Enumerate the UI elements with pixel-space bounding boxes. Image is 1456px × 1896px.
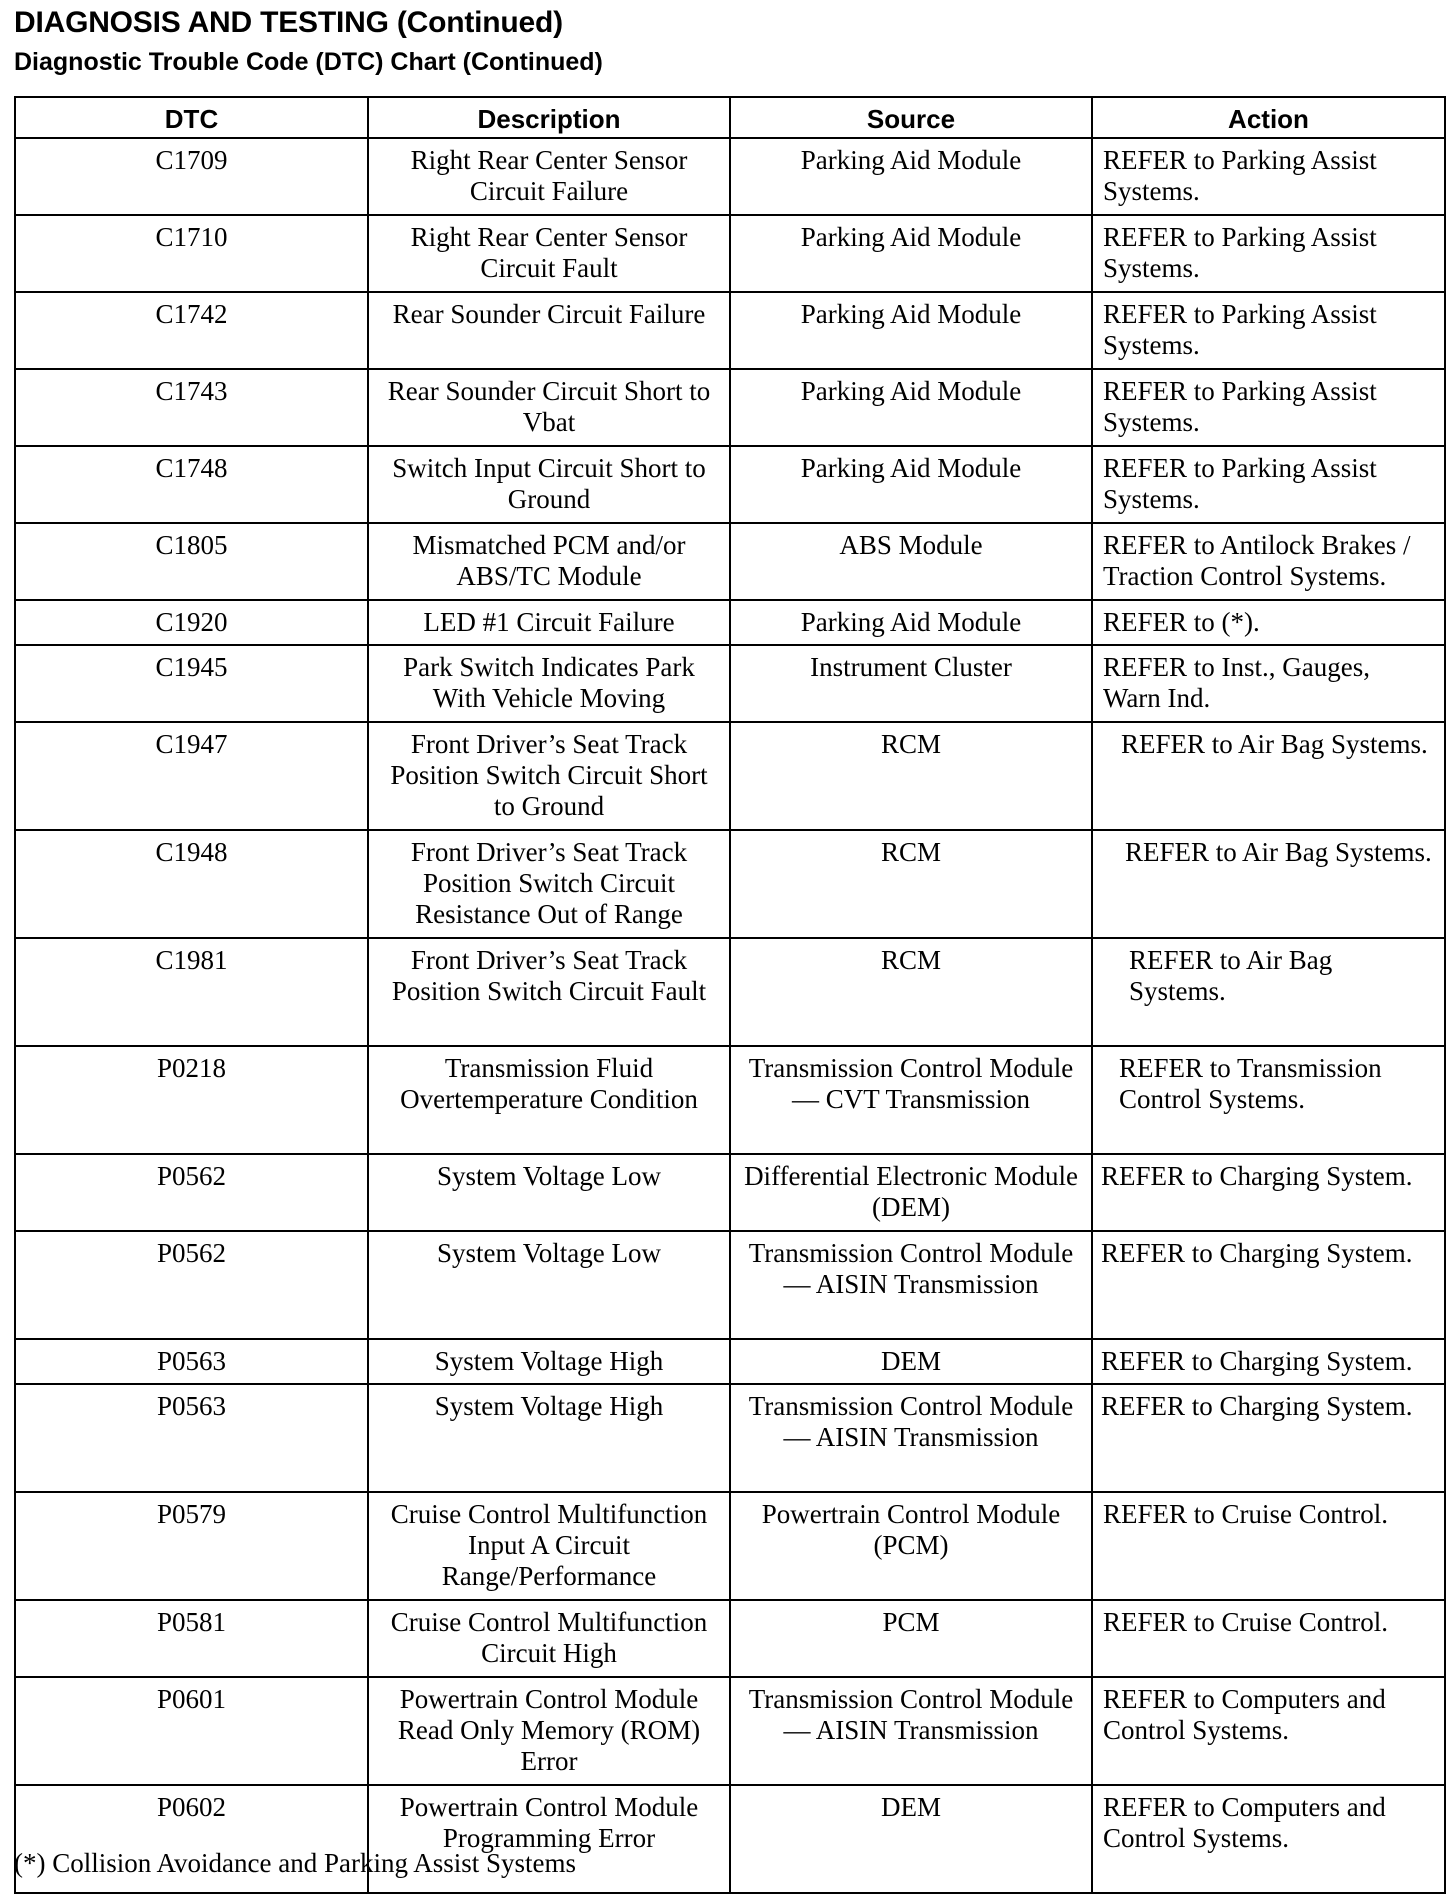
dtc-table (14, 96, 1446, 1894)
dtc-code: P0601 (15, 1677, 368, 1785)
dtc-description: Powertrain Control Module Read Only Memory (ROM) Error (368, 1677, 730, 1785)
dtc-source: Parking Aid Module (730, 138, 1092, 215)
dtc-source: Parking Aid Module (730, 446, 1092, 523)
table-header-row (15, 97, 1445, 138)
dtc-action: REFER to Antilock Brakes / Traction Control Systems. (1092, 523, 1445, 600)
dtc-action: REFER to (*). (1092, 600, 1445, 645)
dtc-code: C1748 (15, 446, 368, 523)
dtc-description: Cruise Control Multifunction Input A Circuit Range/Performance (368, 1492, 730, 1600)
dtc-code: P0562 (15, 1231, 368, 1339)
dtc-code: P0218 (15, 1046, 368, 1154)
dtc-code: P0579 (15, 1492, 368, 1600)
dtc-source: Parking Aid Module (730, 600, 1092, 645)
footnote: (*) Collision Avoidance and Parking Assist Systems (14, 1848, 576, 1878)
dtc-code: C1709 (15, 138, 368, 215)
table-row (15, 292, 1445, 369)
dtc-code: C1945 (15, 645, 368, 722)
header-source: Source (730, 97, 1092, 138)
dtc-action: REFER to Charging System. (1092, 1154, 1445, 1231)
dtc-code: P0602 (15, 1785, 368, 1893)
table-row (15, 369, 1445, 446)
dtc-description: Powertrain Control Module Programming Error (368, 1785, 730, 1893)
table-row (15, 1046, 1445, 1154)
dtc-code: C1981 (15, 938, 368, 1046)
dtc-action: REFER to Air Bag Systems. (1092, 938, 1445, 1046)
dtc-description: System Voltage Low (368, 1231, 730, 1339)
dtc-description: Front Driver’s Seat Track Position Switch Circuit Short to Ground (368, 722, 730, 830)
dtc-code: C1948 (15, 830, 368, 938)
dtc-source: Transmission Control Module — AISIN Transmission (730, 1384, 1092, 1492)
dtc-code: C1742 (15, 292, 368, 369)
dtc-action: REFER to Parking Assist Systems. (1092, 369, 1445, 446)
dtc-action: REFER to Charging System. (1092, 1384, 1445, 1492)
dtc-description: Rear Sounder Circuit Failure (368, 292, 730, 369)
dtc-code: P0562 (15, 1154, 368, 1231)
dtc-action: REFER to Charging System. (1092, 1231, 1445, 1339)
dtc-source: DEM (730, 1339, 1092, 1384)
dtc-description: LED #1 Circuit Failure (368, 600, 730, 645)
dtc-description: System Voltage High (368, 1384, 730, 1492)
dtc-action: REFER to Parking Assist Systems. (1092, 292, 1445, 369)
dtc-description: System Voltage Low (368, 1154, 730, 1231)
table-row (15, 938, 1445, 1046)
dtc-description: Right Rear Center Sensor Circuit Fault (368, 215, 730, 292)
table-row (15, 722, 1445, 830)
table-row (15, 1231, 1445, 1339)
table-row (15, 1339, 1445, 1384)
table-row (15, 138, 1445, 215)
dtc-source: Transmission Control Module — AISIN Transmission (730, 1677, 1092, 1785)
table-row (15, 523, 1445, 600)
dtc-source: RCM (730, 938, 1092, 1046)
dtc-action: REFER to Parking Assist Systems. (1092, 446, 1445, 523)
dtc-code: C1805 (15, 523, 368, 600)
dtc-action: REFER to Air Bag Systems. (1092, 722, 1445, 830)
dtc-action: REFER to Computers and Control Systems. (1092, 1677, 1445, 1785)
dtc-source: Parking Aid Module (730, 369, 1092, 446)
dtc-description: Front Driver’s Seat Track Position Switch Circuit Fault (368, 938, 730, 1046)
table-row (15, 645, 1445, 722)
dtc-source: Parking Aid Module (730, 292, 1092, 369)
dtc-code: P0563 (15, 1339, 368, 1384)
dtc-source: Transmission Control Module — AISIN Transmission (730, 1231, 1092, 1339)
dtc-code: C1710 (15, 215, 368, 292)
dtc-description: Transmission Fluid Overtemperature Condition (368, 1046, 730, 1154)
dtc-code: C1920 (15, 600, 368, 645)
dtc-action: REFER to Parking Assist Systems. (1092, 138, 1445, 215)
dtc-description: Front Driver’s Seat Track Position Switch Circuit Resistance Out of Range (368, 830, 730, 938)
dtc-code: C1947 (15, 722, 368, 830)
header-action: Action (1092, 97, 1445, 138)
table-row (15, 830, 1445, 938)
dtc-action: REFER to Transmission Control Systems. (1092, 1046, 1445, 1154)
dtc-code: P0563 (15, 1384, 368, 1492)
page-title: DIAGNOSIS AND TESTING (Continued) (14, 6, 563, 39)
table-row (15, 1384, 1445, 1492)
dtc-source: Differential Electronic Module (DEM) (730, 1154, 1092, 1231)
chart-subtitle: Diagnostic Trouble Code (DTC) Chart (Continued) (14, 48, 603, 76)
dtc-code: P0581 (15, 1600, 368, 1677)
table-row (15, 446, 1445, 523)
table-row (15, 600, 1445, 645)
dtc-description: Rear Sounder Circuit Short to Vbat (368, 369, 730, 446)
table-row (15, 1600, 1445, 1677)
dtc-source: DEM (730, 1785, 1092, 1893)
dtc-description: Switch Input Circuit Short to Ground (368, 446, 730, 523)
dtc-action: REFER to Parking Assist Systems. (1092, 215, 1445, 292)
dtc-source: Instrument Cluster (730, 645, 1092, 722)
dtc-source: PCM (730, 1600, 1092, 1677)
table-row (15, 1492, 1445, 1600)
table-row (15, 1154, 1445, 1231)
dtc-source: Transmission Control Module — CVT Transmission (730, 1046, 1092, 1154)
dtc-action: REFER to Charging System. (1092, 1339, 1445, 1384)
dtc-source: ABS Module (730, 523, 1092, 600)
header-description: Description (368, 97, 730, 138)
dtc-action: REFER to Computers and Control Systems. (1092, 1785, 1445, 1893)
dtc-source: RCM (730, 830, 1092, 938)
header-dtc: DTC (15, 97, 368, 138)
dtc-action: REFER to Air Bag Systems. (1092, 830, 1445, 938)
dtc-action: REFER to Cruise Control. (1092, 1492, 1445, 1600)
dtc-description: Cruise Control Multifunction Circuit High (368, 1600, 730, 1677)
table-row (15, 215, 1445, 292)
dtc-source: Powertrain Control Module (PCM) (730, 1492, 1092, 1600)
dtc-code: C1743 (15, 369, 368, 446)
dtc-description: Park Switch Indicates Park With Vehicle Moving (368, 645, 730, 722)
dtc-action: REFER to Cruise Control. (1092, 1600, 1445, 1677)
dtc-description: Right Rear Center Sensor Circuit Failure (368, 138, 730, 215)
dtc-description: System Voltage High (368, 1339, 730, 1384)
dtc-source: RCM (730, 722, 1092, 830)
dtc-action: REFER to Inst., Gauges, Warn Ind. (1092, 645, 1445, 722)
dtc-source: Parking Aid Module (730, 215, 1092, 292)
dtc-description: Mismatched PCM and/or ABS/TC Module (368, 523, 730, 600)
table-row (15, 1677, 1445, 1785)
